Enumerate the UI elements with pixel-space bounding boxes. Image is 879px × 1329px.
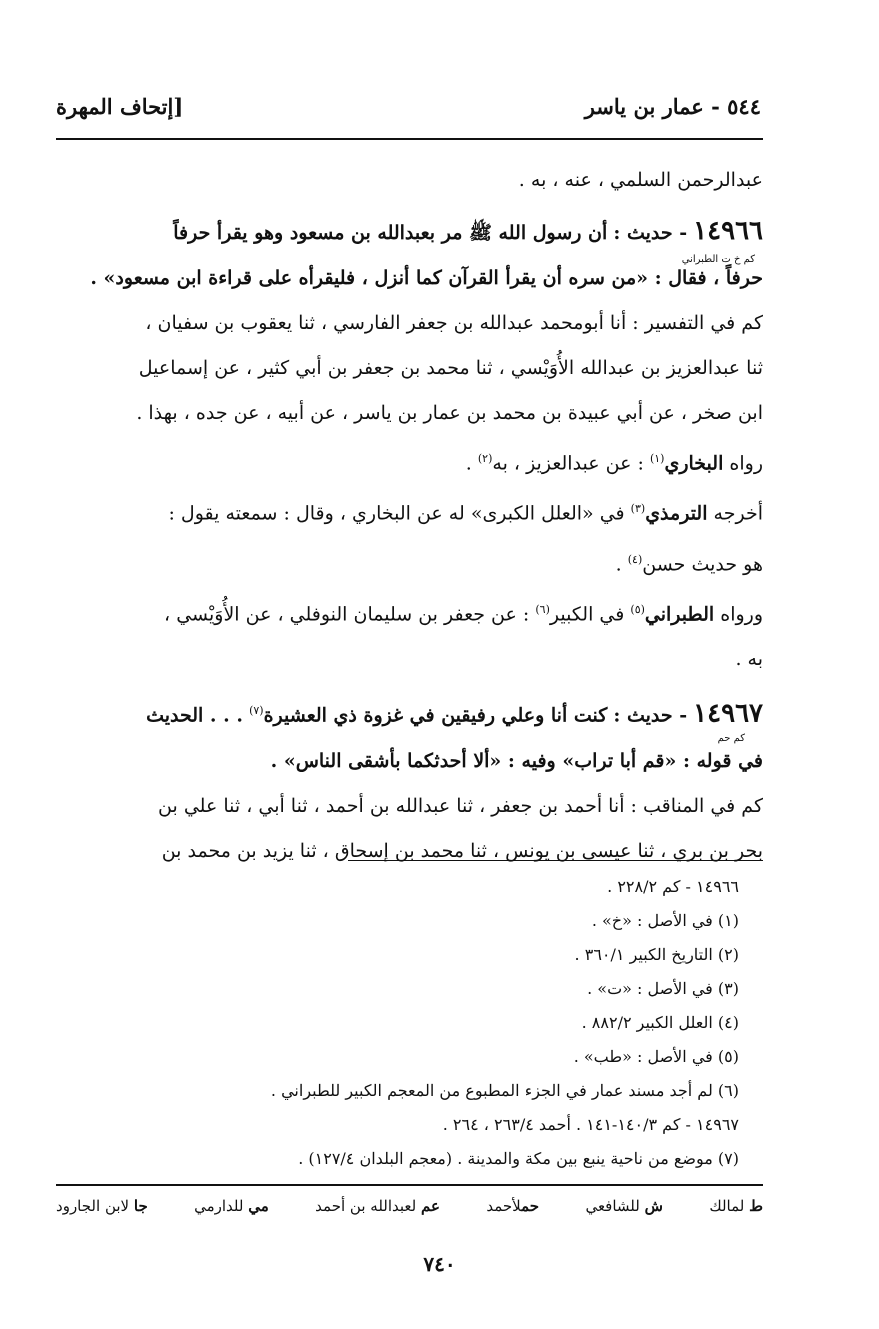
legend-item: مي للدارمي <box>194 1197 269 1215</box>
header-book-title: [إتحاف المهرة <box>56 94 184 119</box>
footnote: (٥) في الأصل : «طب» . <box>573 1047 739 1066</box>
header-rule <box>56 138 763 140</box>
hadith-text: أن رسول الله ﷺ مر بعبدالله بن مسعود وهو يقرأ حرفاً <box>173 222 608 244</box>
footnote: (٤) العلل الكبير ٨٨٢/٢ . <box>581 1013 739 1032</box>
footnote: (٢) التاريخ الكبير ٣٦٠/١ . <box>574 945 739 964</box>
footnote: (٣) في الأصل : «ت» . <box>587 979 739 998</box>
footnote: (٦) لم أجد مسند عمار في الجزء المطبوع من المعجم الكبير للطبراني . <box>270 1081 739 1100</box>
footnote-ref: (٧) <box>249 704 264 718</box>
tirmidhi-line-2: هو حديث حسن$^{(٤)}$ . <box>615 552 763 575</box>
hadith-sigla: كم حم <box>717 733 745 745</box>
footnotes-rule <box>348 860 763 861</box>
abbreviations-legend <box>56 1197 763 1215</box>
footnote-ref: (٦) <box>535 602 550 616</box>
footnotes <box>90 870 739 1176</box>
legend-item: ش للشافعي <box>585 1197 663 1215</box>
footnote-ref: (٢) <box>477 452 493 465</box>
text-line: عبدالرحمن السلمي ، عنه ، به . <box>518 169 763 191</box>
running-header <box>56 88 761 128</box>
bukhari-line: رواه البخاري$^{(١)}$ : عن عبدالعزيز ، به$^{(٢)}$ . <box>465 452 763 475</box>
isnad-line: كم في التفسير : أنا أبومحمد عبدالله بن جعفر الفارسي ، ثنا يعقوب بن سفيان ، <box>145 312 763 334</box>
footnote-ref: (٤) <box>627 552 643 566</box>
header-title: ٥٤٤ - عمار بن ياسر <box>584 94 761 119</box>
legend-item: ط لمالك <box>709 1197 763 1215</box>
source-name: الترمذي <box>645 502 708 525</box>
source-name: البخاري <box>664 452 724 475</box>
footnote: (١) في الأصل : «خ» . <box>591 911 739 930</box>
hadith-label: - حديث : <box>613 222 688 244</box>
isnad-line: بحر بن بري ، ثنا عيسى بن يونس ، ثنا محمد بن إسحاق ، ثنا يزيد بن محمد بن <box>161 839 763 862</box>
footnote-ref: (١) <box>649 452 665 465</box>
text-line: به . <box>735 648 763 671</box>
legend-item: جا لابن الجارود <box>56 1197 148 1215</box>
hadith-sigla: كم خ ت الطبراني <box>681 254 755 265</box>
tabarani-line: ورواه الطبراني$^{(٥)}$ في الكبير$^{(٦)}$ : عن جعفر بن سليمان النوفلي ، عن الأُوَيْسي ، <box>164 602 763 626</box>
isnad-line: ابن صخر ، عن أبي عبيدة بن محمد بن عمار بن ياسر ، عن أبيه ، عن جده ، بهذا . <box>136 402 763 424</box>
tirmidhi-line: أخرجه الترمذي$^{(٣)}$ في «العلل الكبرى» له عن البخاري ، وقال : سمعته يقول : <box>168 502 763 525</box>
hadith-14966-line-2: حرفاً ، فقال : «من سره أن يقرأ القرآن كما أنزل ، فليقرأه على قراءة ابن مسعود» . <box>90 267 763 289</box>
isnad-line: كم في المناقب : أنا أحمد بن جعفر ، ثنا عبدالله بن أحمد ، ثنا أبي ، ثنا علي بن <box>158 794 763 817</box>
hadith-14967-line-1: ١٤٩٦٧ - حديث : كنت أنا وعلي رفيقين في غزوة ذي العشيرة$^{(٧)}$ . . . الحديث كم حم <box>56 688 763 738</box>
legend-item: عم لعبدالله بن أحمد <box>315 1197 440 1215</box>
hadith-14966-line-1 <box>56 209 763 265</box>
footnote: ١٤٩٦٧ - كم ١٤٠/٣-١٤١ . أحمد ٢٦٣/٤ ، ٢٦٤ . <box>442 1115 739 1134</box>
source-name: الطبراني <box>644 603 715 626</box>
hadith-label: - حديث : <box>613 704 688 727</box>
hadith-14967-line-2: في قوله : «قم أبا تراب» وفيه : «ألا أحدثكما بأشقى الناس» . <box>270 749 763 772</box>
main-text <box>56 158 763 874</box>
hadith-number: ١٤٩٦٦ <box>693 216 763 246</box>
footnote-ref: (٣) <box>630 502 646 516</box>
footnote: (٧) موضع من ناحية ينبع بين مكة والمدينة . (معجم البلدان ١٢٧/٤) . <box>298 1149 739 1168</box>
legend-item: حملأحمد <box>486 1197 540 1215</box>
page-number: ٧٤٠ <box>423 1252 456 1276</box>
hadith-number: ١٤٩٦٧ <box>693 698 763 729</box>
isnad-line: ثنا عبدالعزيز بن عبدالله الأُوَيْسي ، ثنا محمد بن جعفر بن أبي كثير ، عن إسماعيل <box>138 357 763 379</box>
legend-rule <box>56 1184 763 1186</box>
footnote-ref: (٥) <box>630 602 645 616</box>
hadith-text: كنت أنا وعلي رفيقين في غزوة ذي العشيرة <box>263 704 608 727</box>
footnote: ١٤٩٦٦ - كم ٢٢٨/٢ . <box>607 877 739 896</box>
